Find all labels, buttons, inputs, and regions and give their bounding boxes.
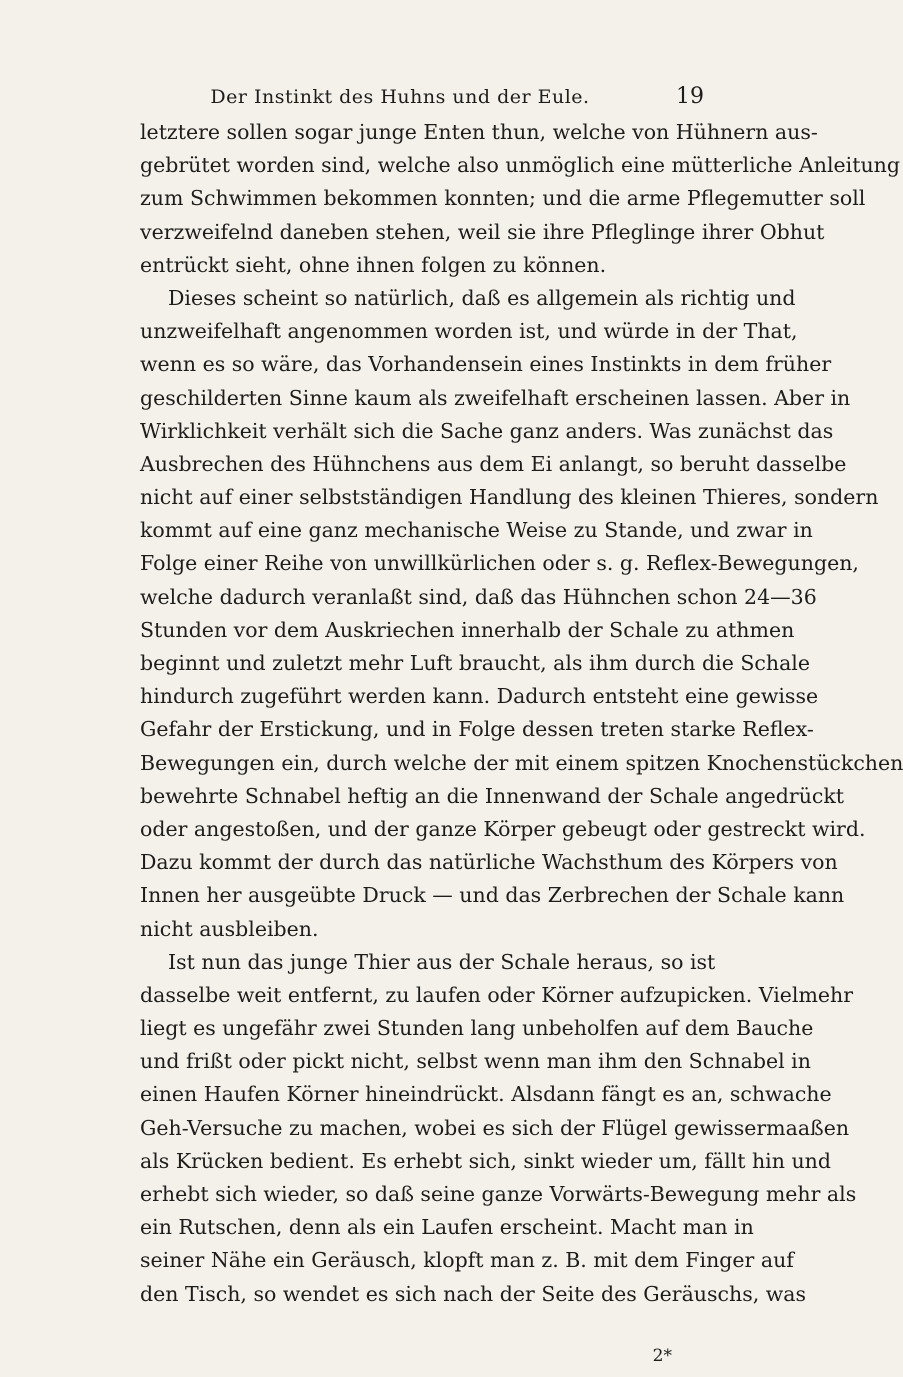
text-line: und frißt oder pickt nicht, selbst wenn man ihm den Schnabel in: [140, 1049, 811, 1074]
text-line: zum Schwimmen bekommen konnten; und die arme Pflegemutter soll: [140, 186, 866, 211]
text-line: Dieses scheint so natürlich, daß es allgemein als richtig und: [168, 285, 796, 310]
page-number: 19: [676, 84, 704, 109]
signature-mark: 2*: [652, 1346, 672, 1366]
text-line: Geh-Versuche zu machen, wobei es sich der Flügel gewissermaaßen: [140, 1115, 850, 1140]
text-line: letztere sollen sogar junge Enten thun, welche von Hühnern aus-: [140, 120, 818, 144]
text-line: Ist nun das junge Thier aus der Schale heraus, so ist: [168, 949, 716, 974]
text-line: hindurch zugeführt werden kann. Dadurch entsteht eine gewisse: [140, 684, 819, 709]
text-line: beginnt und zuletzt mehr Luft braucht, als ihm durch die Schale: [140, 651, 810, 675]
text-line: geschilderten Sinne kaum als zweifelhaft erscheinen lassen. Aber in: [140, 385, 851, 410]
text-line: Ausbrechen des Hühnchens aus dem Ei anlangt, so beruht dasselbe: [140, 451, 847, 476]
text-line: einen Haufen Körner hineindrückt. Alsdann fängt es an, schwache: [140, 1082, 832, 1107]
text-line: nicht auf einer selbstständigen Handlung des kleinen Thieres, sondern: [140, 485, 879, 510]
body-text: [140, 116, 903, 1311]
text-line: gebrütet worden sind, welche also unmöglich eine mütterliche Anleitung: [140, 153, 901, 178]
text-line: bewehrte Schnabel heftig an die Innenwand der Schale angedrückt: [140, 783, 845, 808]
text-line: oder angestoßen, und der ganze Körper gebeugt oder gestreckt wird.: [140, 816, 866, 841]
text-line: liegt es ungefähr zwei Stunden lang unbeholfen auf dem Bauche: [140, 1016, 814, 1041]
text-line: Gefahr der Erstickung, und in Folge dessen treten starke Reflex-: [140, 717, 814, 742]
text-line: Folge einer Reihe von unwillkürlichen oder s. g. Reflex-Bewegungen,: [140, 551, 859, 576]
text-line: Dazu kommt der durch das natürliche Wachsthum des Körpers von: [140, 850, 838, 875]
text-line: den Tisch, so wendet es sich nach der Seite des Geräuschs, was: [140, 1281, 807, 1306]
text-line: Bewegungen ein, durch welche der mit einem spitzen Knochenstückchen: [140, 750, 903, 775]
text-line: nicht ausbleiben.: [140, 916, 319, 941]
text-line: unzweifelhaft angenommen worden ist, und würde in der That,: [140, 319, 798, 344]
text-line: kommt auf eine ganz mechanische Weise zu Stande, und zwar in: [140, 518, 813, 543]
text-line: wenn es so wäre, das Vorhandensein eines Instinkts in dem früher: [140, 352, 832, 377]
running-header: [0, 82, 800, 112]
text-line: seiner Nähe ein Geräusch, klopft man z. B. mit dem Finger auf: [140, 1248, 794, 1273]
header-title: Der Instinkt des Huhns und der Eule.: [210, 86, 590, 108]
text-line: Innen her ausgeübte Druck — und das Zerbrechen der Schale kann: [140, 883, 845, 908]
text-line: dasselbe weit entfernt, zu laufen oder Körner aufzupicken. Vielmehr: [140, 982, 854, 1007]
text-line: entrückt sieht, ohne ihnen folgen zu können.: [140, 252, 607, 277]
text-line: erhebt sich wieder, so daß seine ganze Vorwärts-Bewegung mehr als: [140, 1182, 857, 1206]
text-line: welche dadurch veranlaßt sind, daß das Hühnchen schon 24—36: [140, 584, 817, 609]
text-line: verzweifelnd daneben stehen, weil sie ihre Pfleglinge ihrer Obhut: [140, 219, 825, 244]
text-line: als Krücken bedient. Es erhebt sich, sinkt wieder um, fällt hin und: [140, 1148, 831, 1173]
text-line: Wirklichkeit verhält sich die Sache ganz anders. Was zunächst das: [140, 418, 834, 443]
text-line: ein Rutschen, denn als ein Laufen erscheint. Macht man in: [140, 1215, 754, 1240]
text-line: Stunden vor dem Auskriechen innerhalb der Schale zu athmen: [140, 617, 795, 642]
